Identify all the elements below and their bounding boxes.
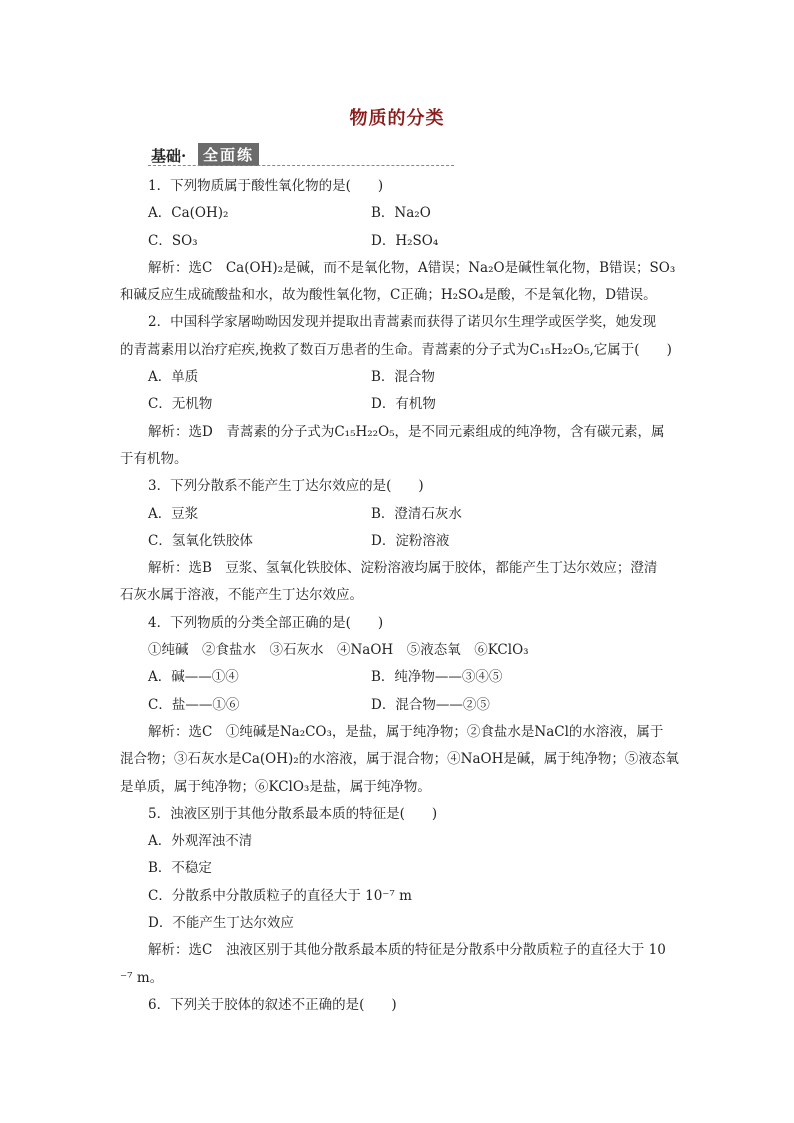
option-row [120,501,676,528]
section-header [148,143,454,167]
continuation-line: 混合物；③石灰水是Ca(OH)₂的水溶液，属于混合物；④NaOH是碱，属于纯净物；⑤液态氧 [120,751,679,768]
answer-line: 解析：选C 浊液区别于其他分散系最本质的特征是分散系中分散质粒子的直径大于 10 [148,942,666,959]
question-line: B．不稳定 [148,860,212,877]
option-b: D．H₂SO₄ [371,232,439,249]
answer-line: 解析：选C ①纯碱是Na₂CO₃，是盐，属于纯净物；②食盐水是NaCl的水溶液，属于 [148,723,664,740]
continuation-line: 于有机物。 [120,450,188,467]
section-divider [148,165,454,166]
option-b: B．Na₂O [371,205,431,222]
option-a: A．豆浆 [148,505,199,522]
continuation-line: 是单质，属于纯净物；⑥KClO₃是盐，属于纯净物。 [120,778,431,795]
question-line: 4．下列物质的分类全部正确的是( ) [148,614,384,631]
section-tag: 全面练 [198,143,259,166]
question-line: 6．下列关于胶体的叙述不正确的是( ) [148,996,397,1013]
option-row [120,364,676,391]
option-b: B．纯净物——③④⑤ [371,669,503,686]
option-row [120,391,676,418]
continuation-line: 的青蒿素用以治疗疟疾,挽救了数百万患者的生命。青蒿素的分子式为C₁₅H₂₂O₅,它属于( ) [120,341,672,358]
question-line: 3．下列分散系不能产生丁达尔效应的是( ) [148,478,424,495]
option-b: D．有机物 [371,396,436,413]
question-line: A．外观浑浊不清 [148,833,253,850]
answer-line: 解析：选C Ca(OH)₂是碱，而不是氧化物，A错误；Na₂O是碱性氧化物，B错误；SO₃ [148,259,676,276]
continuation-line: ⁻⁷ m。 [120,969,164,986]
option-row [120,228,676,255]
option-row [120,664,676,691]
option-a: A．单质 [148,369,199,386]
option-b: D．混合物——②⑤ [371,696,490,713]
option-row [120,200,676,227]
question-line: D．不能产生丁达尔效应 [148,915,294,932]
option-a: C．氢氧化铁胶体 [148,532,253,549]
option-a: A．Ca(OH)₂ [148,205,229,222]
option-b: B．澄清石灰水 [371,505,462,522]
question-line: 2．中国科学家屠呦呦因发现并提取出青蒿素而获得了诺贝尔生理学或医学奖，她发现 [148,314,657,331]
option-b: B．混合物 [371,369,435,386]
option-a: A．碱——①④ [148,669,239,686]
continuation-line: 石灰水属于溶液，不能产生丁达尔效应。 [120,587,363,604]
section-label: 基础· [151,147,187,165]
option-a: C．SO₃ [148,232,198,249]
option-row [120,692,676,719]
question-content [120,173,679,1019]
option-row [120,528,676,555]
option-a: C．无机物 [148,396,213,413]
answer-line: 解析：选B 豆浆、氢氧化铁胶体、淀粉溶液均属于胶体，都能产生丁达尔效应；澄清 [148,560,658,577]
question-line: C．分散系中分散质粒子的直径大于 10⁻⁷ m [148,887,412,904]
option-a: C．盐——①⑥ [148,696,240,713]
continuation-line: 和碱反应生成硫酸盐和水，故为酸性氧化物，C正确；H₂SO₄是酸，不是氧化物，D错误。 [120,287,657,304]
question-line: 1．下列物质属于酸性氧化物的是( ) [148,178,384,194]
answer-line: 解析：选D 青蒿素的分子式为C₁₅H₂₂O₅，是不同元素组成的纯净物，含有碳元素，属 [148,423,665,440]
page-title: 物质的分类 [349,108,445,129]
option-b: D．淀粉溶液 [371,532,450,549]
question-line: ①纯碱 ②食盐水 ③石灰水 ④NaOH ⑤液态氧 ⑥KClO₃ [148,642,529,659]
question-line: 5．浊液区别于其他分散系最本质的特征是( ) [148,805,438,822]
